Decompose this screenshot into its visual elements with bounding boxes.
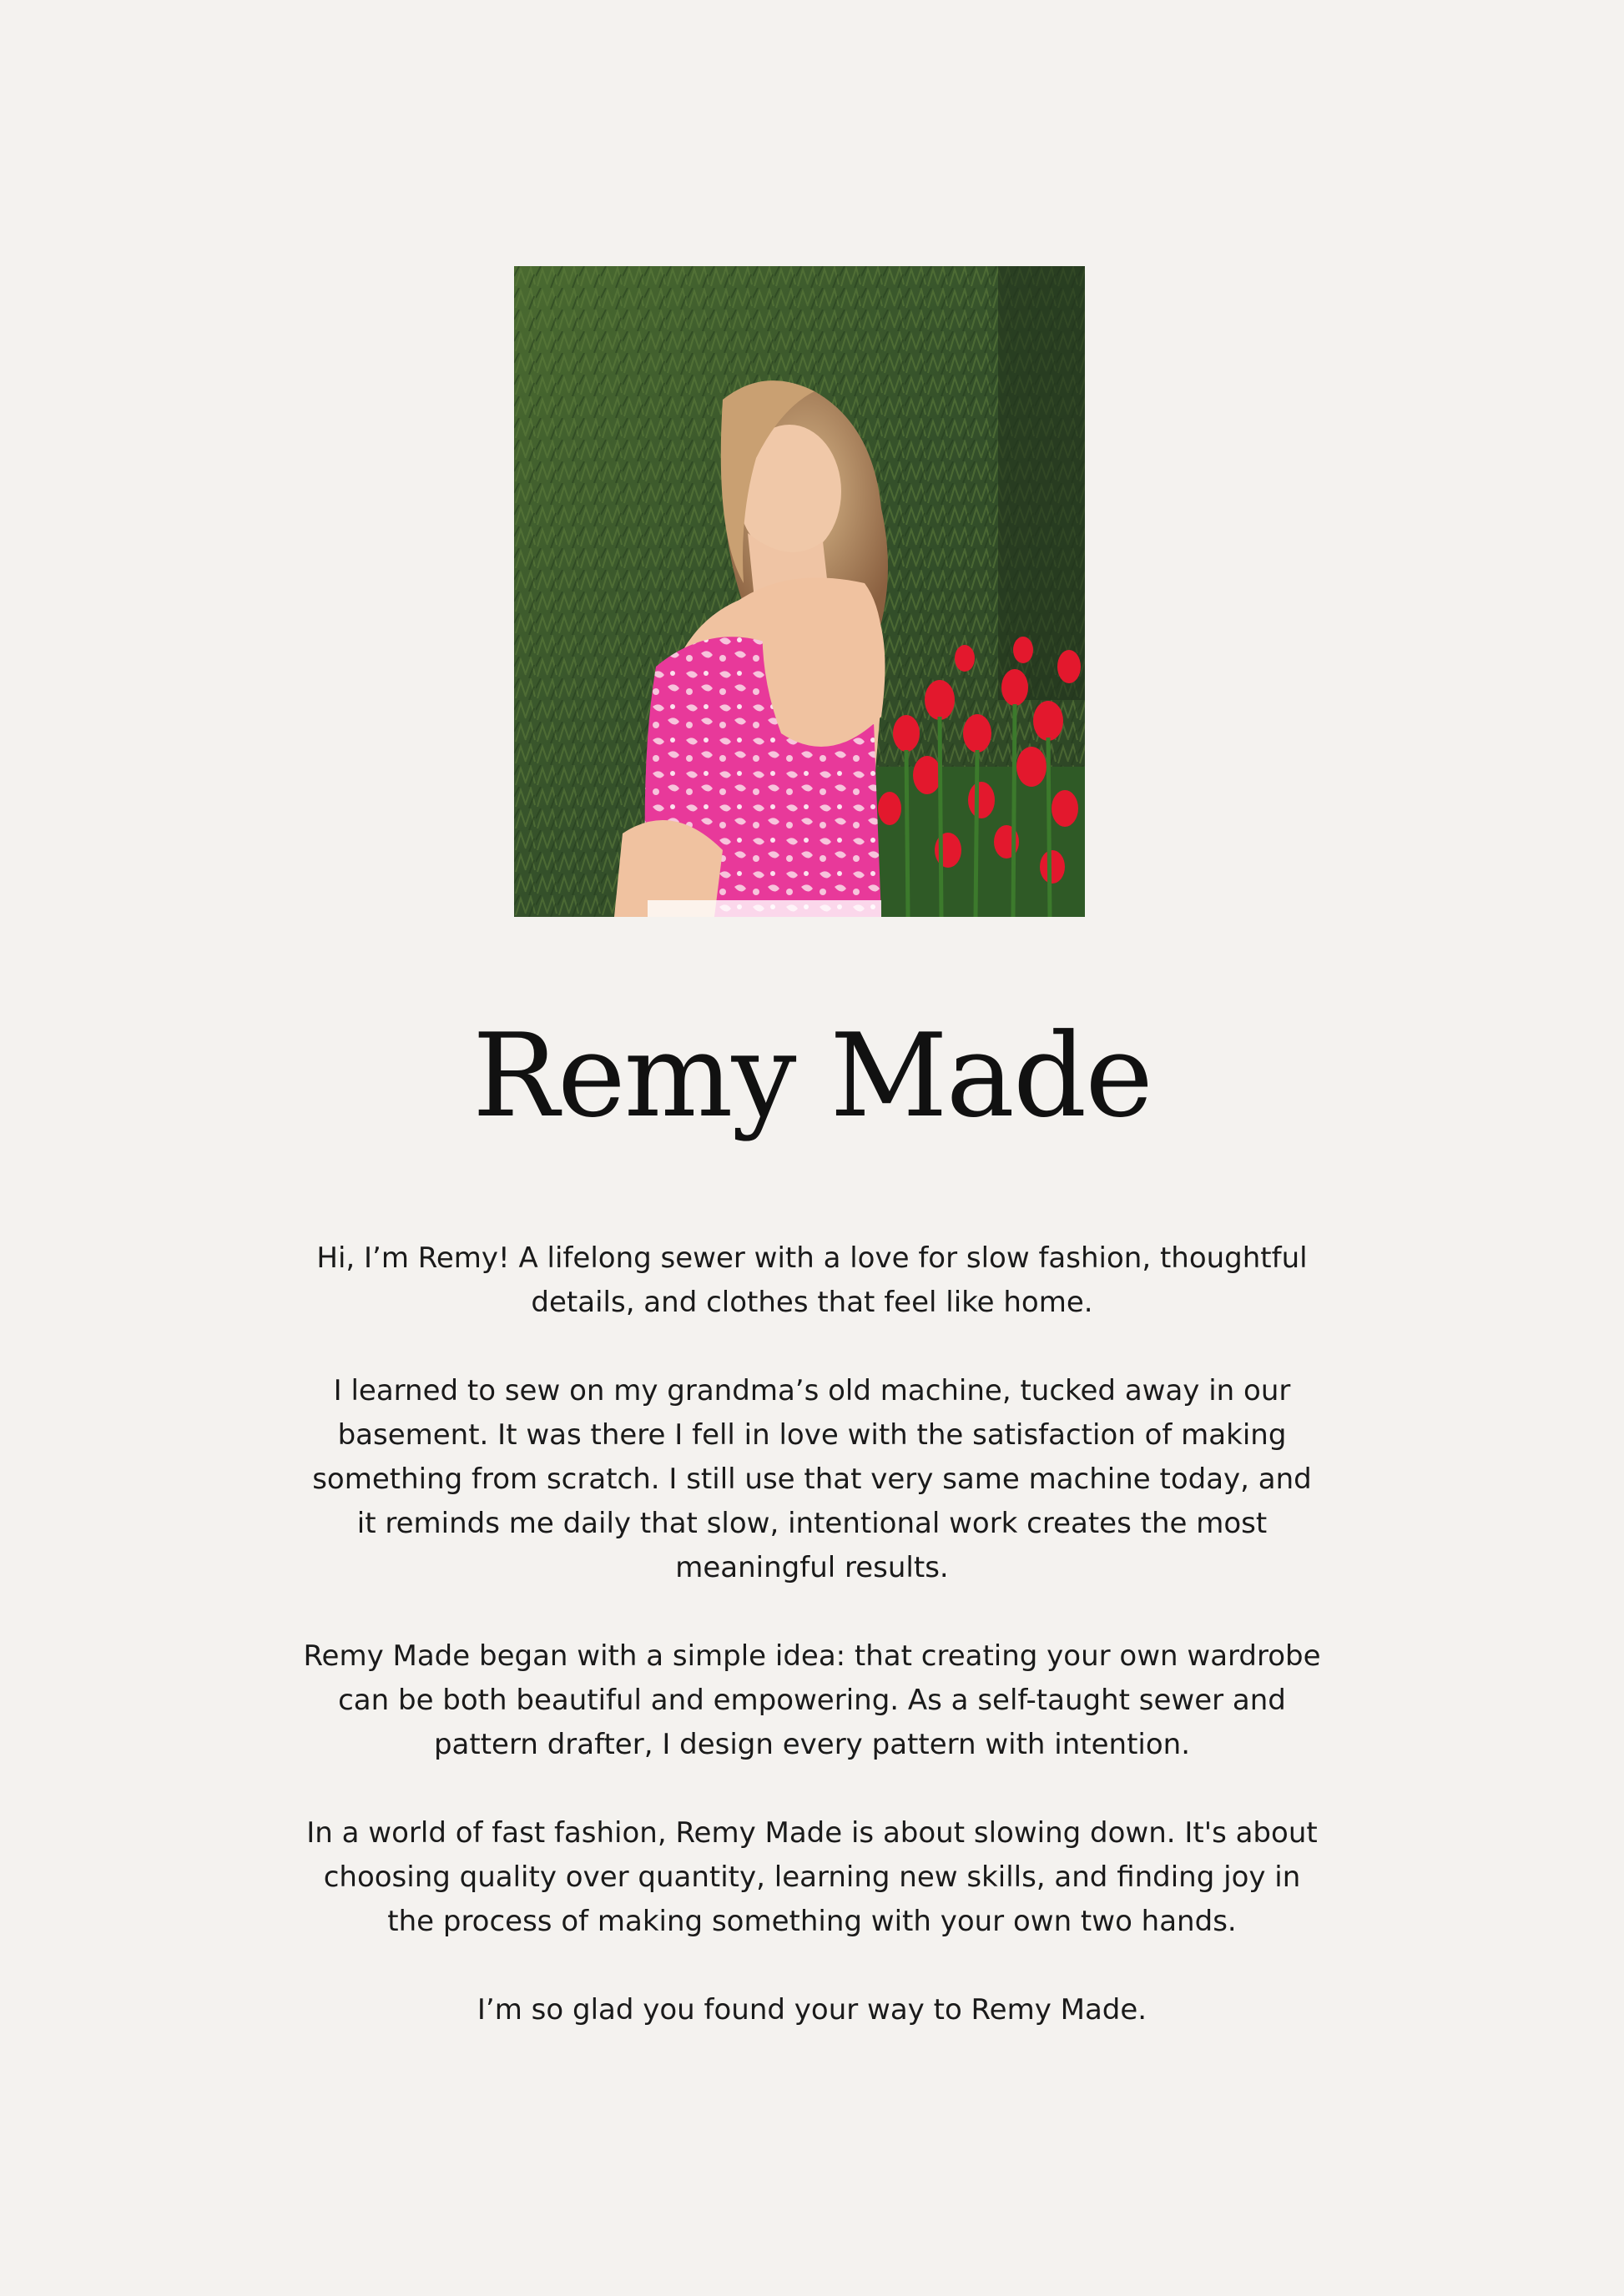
profile-photo [514, 266, 1085, 917]
bio-paragraph: Hi, I’m Remy! A lifelong sewer with a love for slow fashion, thoughtful details, and clothes that feel like home. [316, 1241, 1308, 1319]
bio-paragraph: I’m so glad you found your way to Remy Made. [477, 1993, 1147, 2027]
bio-paragraph: I learned to sew on my grandma’s old machine, tucked away in our basement. It was there I fell in love with the satisfaction of making something from scratch. I still use that very same machine today, and it reminds me daily that slow, intentional work creates the most meaningful results. [312, 1374, 1312, 1584]
bio-paragraph: Remy Made began with a simple idea: that creating your own wardrobe can be both beautiful and empowering. As a self-taught sewer and pattern drafter, I design every pattern with intention. [303, 1639, 1321, 1761]
page-title: Remy Made [472, 1009, 1152, 1143]
bio-paragraph: In a world of fast fashion, Remy Made is about slowing down. It's about choosing quality over quantity, learning new skills, and finding joy in the process of making something with your own two hands. [306, 1816, 1318, 1938]
bio-section [303, 1236, 1321, 2077]
